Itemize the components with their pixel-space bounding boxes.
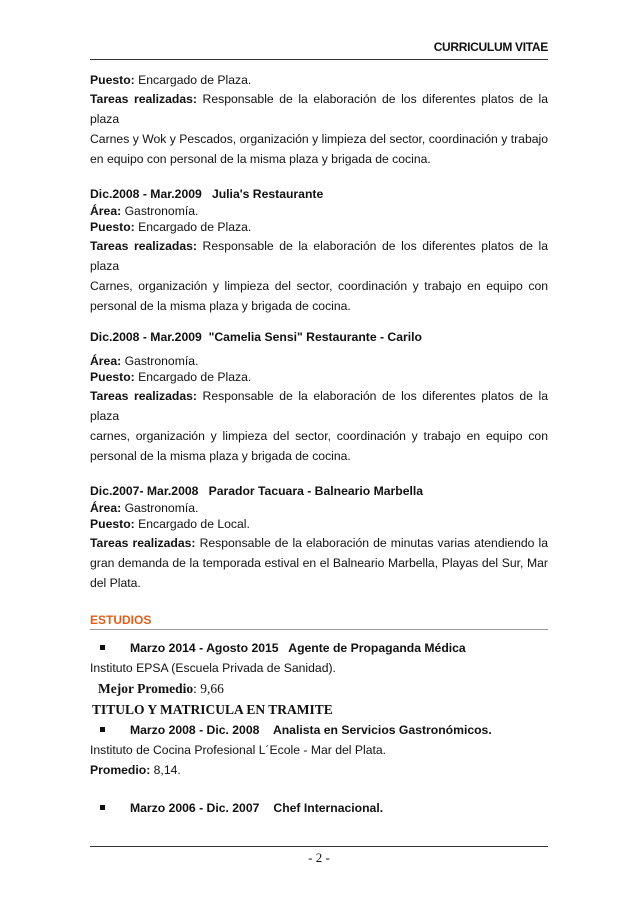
job-title: Dic.2008 - Mar.2009 Julia's Restaurante <box>90 187 324 202</box>
area-line: Área: Gastronomía. <box>90 203 199 218</box>
tareas-line: Tareas realizadas: Responsable de la elaboración de los diferentes platos de la plaza <box>90 388 548 423</box>
tareas-line: Tareas realizadas: Responsable de la elaboración de minutas varias atendiendo la <box>90 535 548 550</box>
page-header-title: CURRICULUM VITAE <box>433 40 548 54</box>
study-item: Marzo 2014 - Agosto 2015 Agente de Propaganda Médica <box>90 638 548 658</box>
square-bullet-icon <box>100 805 105 810</box>
tareas-line: carnes, organización y limpieza del sector, coordinación y trabajo en equipo con <box>90 429 548 444</box>
tareas-line: en equipo con personal de la misma plaza y brigada de cocina. <box>90 152 431 167</box>
footer-divider <box>90 846 548 847</box>
study-institute: Instituto de Cocina Profesional L´Ecole - Mar del Plata. <box>90 742 387 757</box>
square-bullet-icon <box>100 727 105 732</box>
square-bullet-icon <box>100 645 105 650</box>
tareas-line: personal de la misma plaza y brigada de cocina. <box>90 299 351 314</box>
tareas-line: Tareas realizadas: Responsable de la elaboración de los diferentes platos de la plaza <box>90 238 548 274</box>
header-divider <box>90 59 548 60</box>
study-institute: Instituto EPSA (Escuela Privada de Sanidad). <box>90 660 336 675</box>
puesto-line: Puesto: Encargado de Plaza. <box>90 370 252 385</box>
tareas-line: gran demanda de la temporada estival en el Balneario Marbella, Playas del Sur, Mar <box>90 556 548 571</box>
study-item: Marzo 2008 - Dic. 2008 Analista en Servicios Gastronómicos. <box>90 720 548 740</box>
puesto-line: Puesto: Encargado de Local. <box>90 517 250 532</box>
puesto-line: Puesto: Encargado de Plaza. <box>90 73 252 87</box>
tareas-line: Carnes, organización y limpieza del sector, coordinación y trabajo en equipo con <box>90 279 548 294</box>
section-heading-estudios: ESTUDIOS <box>90 612 152 627</box>
study-note: TITULO Y MATRICULA EN TRAMITE <box>92 701 333 717</box>
area-line: Área: Gastronomía. <box>90 353 199 368</box>
job-title: Dic.2008 - Mar.2009 "Camelia Sensi" Restaurante - Carilo <box>90 329 422 344</box>
tareas-line: Carnes y Wok y Pescados, organización y limpieza del sector, coordinación y trabajo <box>90 131 548 146</box>
tareas-line: del Plata. <box>90 576 141 591</box>
page-number: - 2 - <box>308 850 330 865</box>
tareas-line: personal de la misma plaza y brigada de cocina. <box>90 449 351 464</box>
job-title: Dic.2007- Mar.2008 Parador Tacuara - Balneario Marbella <box>90 484 424 499</box>
document-body <box>90 72 548 818</box>
study-item: Marzo 2006 - Dic. 2007 Chef Internacional. <box>90 798 548 818</box>
study-promedio: Mejor Promedio: 9,66 <box>98 680 224 696</box>
tareas-line: Tareas realizadas: Responsable de la elaboración de los diferentes platos de la plaza <box>90 91 548 126</box>
area-line: Área: Gastronomía. <box>90 500 199 515</box>
puesto-line: Puesto: Encargado de Plaza. <box>90 220 252 235</box>
study-promedio: Promedio: 8,14. <box>90 762 181 777</box>
